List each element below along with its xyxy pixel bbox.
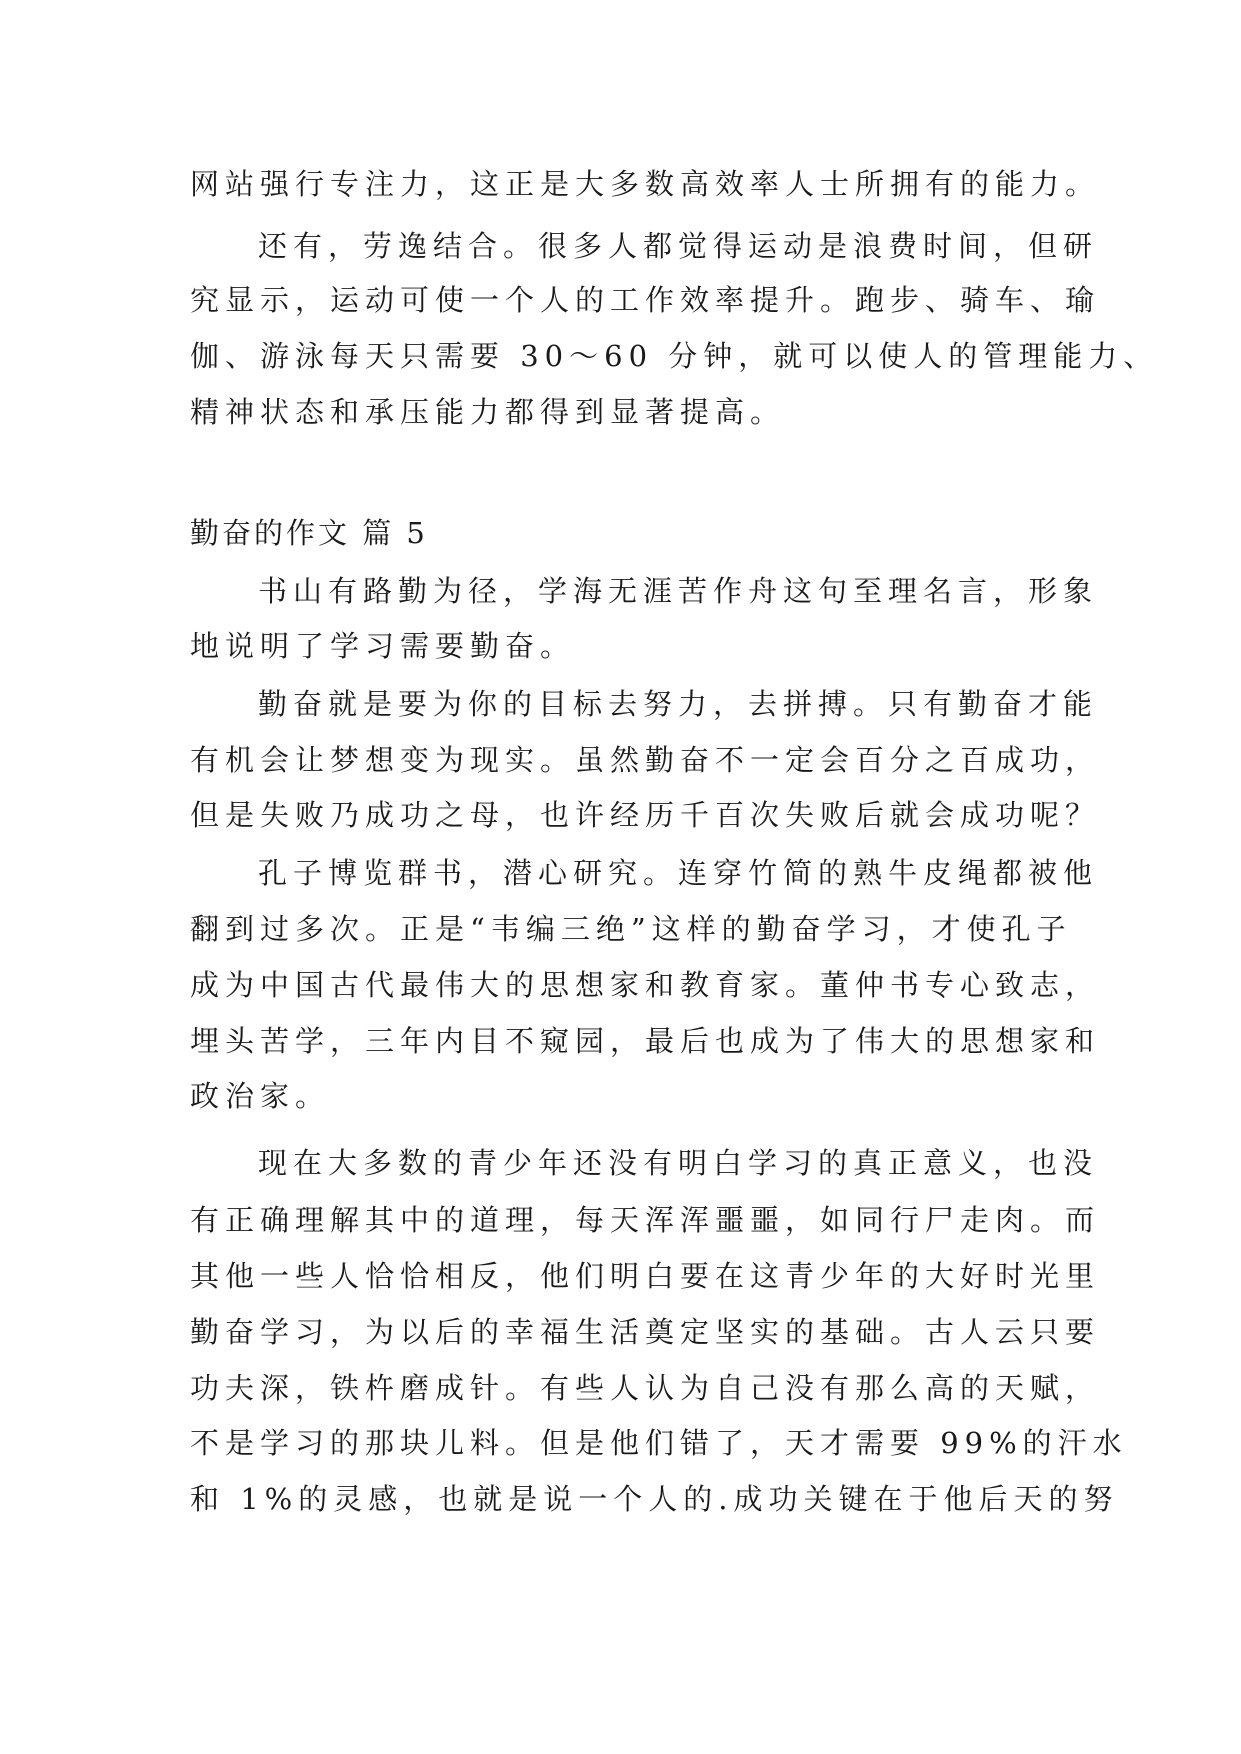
paragraph-line: 伽、游泳每天只需要 30～60 分钟，就可以使人的管理能力、 [190,339,1159,373]
paragraph-line: 精神状态和承压能力都得到显著提高。 [190,395,786,429]
paragraph-line: 究显示，运动可使一个人的工作效率提升。跑步、骑车、瑜 [190,283,1101,317]
paragraph-line: 成为中国古代最伟大的思想家和教育家。董仲书专心致志， [190,968,1101,1002]
paragraph-line: 网站强行专注力，这正是大多数高效率人士所拥有的能力。 [190,167,1101,201]
paragraph-line: 现在大多数的青少年还没有明白学习的真正意义，也没 [258,1146,1099,1180]
paragraph-line: 埋头苦学，三年内目不窥园，最后也成为了伟大的思想家和 [190,1024,1101,1058]
paragraph-line: 和 1%的灵感，也就是说一个人的.成功关键在于他后天的努 [190,1482,1119,1516]
paragraph-line: 有机会让梦想变为现实。虽然勤奋不一定会百分之百成功， [190,743,1101,777]
paragraph-line: 勤奋学习，为以后的幸福生活奠定坚实的基础。古人云只要 [190,1315,1101,1349]
paragraph-line: 有正确理解其中的道理，每天浑浑噩噩，如同行尸走肉。而 [190,1203,1101,1237]
paragraph-line: 地说明了学习需要勤奋。 [190,629,576,663]
paragraph-line: 孔子博览群书，潜心研究。连穿竹简的熟牛皮绳都被他 [258,856,1099,890]
paragraph-line: 但是失败乃成功之母，也许经历千百次失败后就会成功呢？ [190,798,1101,832]
paragraph-line: 还有，劳逸结合。很多人都觉得运动是浪费时间，但研 [258,229,1099,263]
paragraph-line: 勤奋就是要为你的目标去努力，去拼搏。只有勤奋才能 [258,687,1099,721]
paragraph-line: 翻到过多次。正是“韦编三绝”这样的勤奋学习，才使孔子 [190,912,1072,946]
paragraph-line: 不是学习的那块儿料。但是他们错了，天才需要 99%的汗水 [190,1426,1128,1460]
paragraph-line: 功夫深，铁杵磨成针。有些人认为自己没有那么高的天赋， [190,1371,1101,1405]
paragraph-line: 其他一些人恰恰相反，他们明白要在这青少年的大好时光里 [190,1259,1101,1293]
paragraph-line: 书山有路勤为径，学海无涯苦作舟这句至理名言，形象 [258,574,1099,608]
paragraph-line: 政治家。 [190,1079,331,1113]
section-heading: 勤奋的作文 篇 5 [190,516,428,550]
